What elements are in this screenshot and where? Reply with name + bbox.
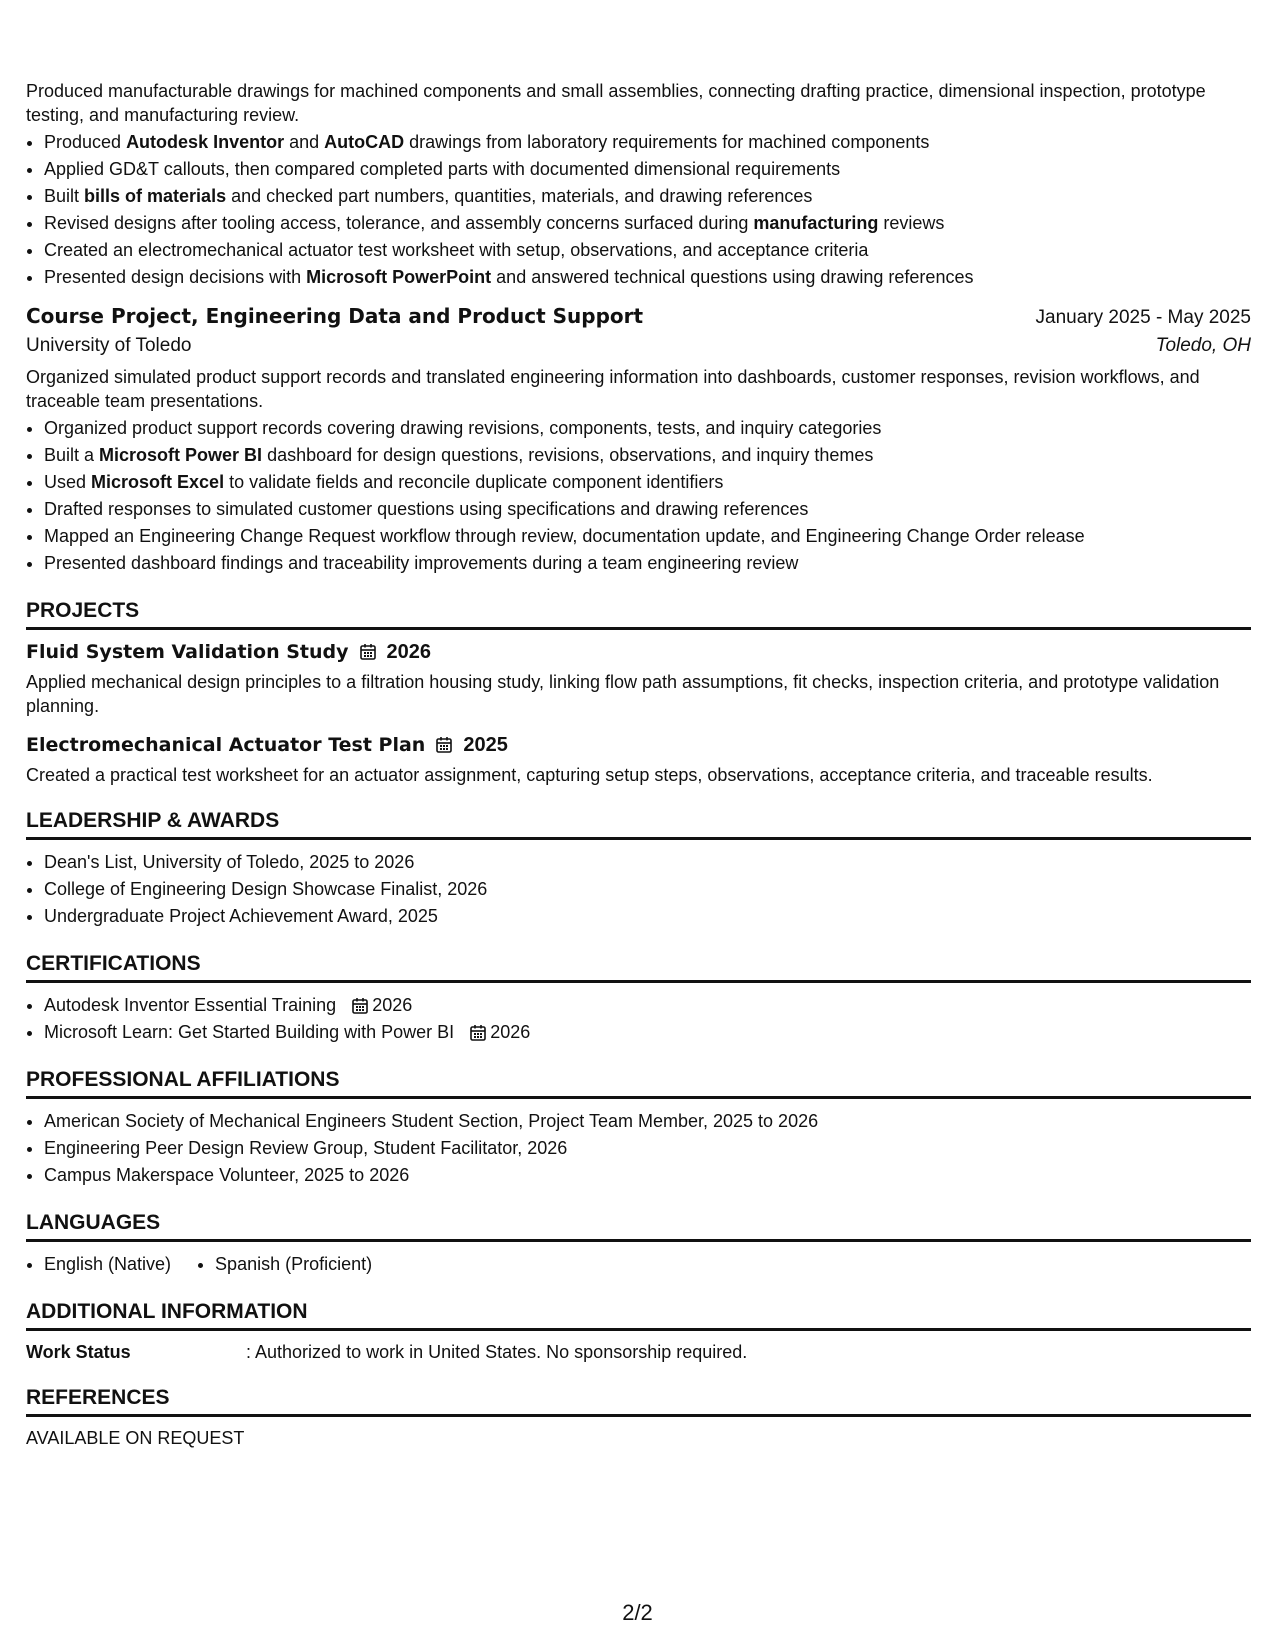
bullet-bold: Microsoft Power BI [99,444,263,465]
certifications-list [26,992,1251,1046]
section-heading-leadership: LEADERSHIP & AWARDS [26,807,1251,840]
list-item [44,210,1251,237]
references-text: AVAILABLE ON REQUEST [26,1428,245,1449]
calendar-icon [359,640,377,665]
project-description: Applied mechanical design principles to a filtration housing study, linking flow path assumptions, fit checks, inspection criteria, and prototype validation planning. [26,671,1220,716]
list-item [44,523,1251,550]
course-project-entry [26,303,1251,577]
bullet-text: Drafted responses to simulated customer questions using specifications and drawing references [44,498,809,519]
bullet-text: dashboard for design questions, revisions, observations, and inquiry themes [262,444,874,465]
list-item: • Dean's List, University of Toledo, 2025 to 2026 [44,849,1251,876]
bullet-text: Built a [44,444,100,465]
section-heading-additional: ADDITIONAL INFORMATION [26,1298,1251,1331]
experience-intro: Produced manufacturable drawings for machined components and small assemblies, connecting drafting practice, dimensional inspection, prototype testing, and manufacturing review. [26,81,1206,125]
calendar-icon [469,1019,487,1046]
bullet-text: and answered technical questions using drawing references [491,267,974,287]
bullet-text: Built [44,186,85,206]
entry-intro: Organized simulated product support records and translated engineering information into dashboards, customer responses, revision workflows, and traceable team presentations. [26,366,1200,411]
languages-list [26,1251,1251,1278]
entry-title: Course Project, Engineering Data and Product Support [26,304,644,328]
page-number: 2/2 [622,1600,653,1625]
project-item [26,639,1251,718]
calendar-icon [435,733,453,758]
list-item [44,550,1251,577]
list-item [44,415,1251,442]
list-item [44,264,1251,291]
list-item: • Spanish (Proficient) [215,1251,372,1278]
bullet-bold: bills of materials [84,186,227,206]
leadership-list [26,849,1251,930]
bullet-bold: Autodesk Inventor [126,132,285,152]
work-status-row [26,1340,1251,1364]
list-item: • Undergraduate Project Achievement Award, 2025 [44,903,1251,930]
list-item: • English (Native) [44,1251,171,1278]
bullet-text: and [284,132,325,152]
certification-date [469,1019,530,1046]
experience-continued [26,79,1251,291]
certification-name: Autodesk Inventor Essential Training [44,994,337,1015]
list-item [44,156,1251,183]
project-header [26,639,1251,666]
certification-date [351,992,412,1019]
list-item: • American Society of Mechanical Engineers Student Section, Project Team Member, 2025 to 2026 [44,1108,1251,1135]
bullet-bold: manufacturing [753,213,879,233]
entry-subheader [26,333,1251,358]
section-heading-references: REFERENCES [26,1384,1251,1417]
entry-bullets [26,415,1251,577]
section-heading-certifications: CERTIFICATIONS [26,950,1251,983]
experience-bullets [26,129,1251,291]
section-heading-projects: PROJECTS [26,597,1251,630]
bullet-text: Presented design decisions with [44,267,307,287]
work-status-label: Work Status [26,1342,131,1363]
certification-name: Microsoft Learn: Get Started Building with Power BI [44,1021,455,1042]
certification-year: 2026 [490,1021,531,1042]
bullet-bold: Microsoft Excel [91,471,225,492]
project-header [26,732,1251,759]
list-item [44,183,1251,210]
section-heading-languages: LANGUAGES [26,1209,1251,1242]
bullet-text: Created an electromechanical actuator test worksheet with setup, observations, and acceptance criteria [44,240,869,260]
affiliations-list [26,1108,1251,1189]
bullet-text: reviews [878,213,945,233]
entry-organization: University of Toledo [26,335,192,357]
list-item [44,496,1251,523]
list-item [44,1019,1251,1046]
bullet-text: Produced [44,132,127,152]
list-item [44,469,1251,496]
bullet-text: and checked part numbers, quantities, materials, and drawing references [226,186,813,206]
entry-header [26,303,1251,330]
bullet-text: Used [44,471,92,492]
list-item: • Campus Makerspace Volunteer, 2025 to 2026 [44,1162,1251,1189]
list-item [44,442,1251,469]
list-item [44,992,1251,1019]
bullet-text: drawings from laboratory requirements for machined components [404,132,930,152]
project-description: Created a practical test worksheet for an actuator assignment, capturing setup steps, observations, acceptance criteria, and traceable results. [26,764,1153,785]
bullet-text: Presented dashboard findings and traceability improvements during a team engineering review [44,552,799,573]
section-heading-affiliations: PROFESSIONAL AFFILIATIONS [26,1066,1251,1099]
project-title: Electromechanical Actuator Test Plan [26,733,426,756]
bullet-bold: AutoCAD [324,132,405,152]
certification-year: 2026 [372,994,413,1015]
calendar-icon [351,992,369,1019]
bullet-text: to validate fields and reconcile duplicate component identifiers [224,471,724,492]
entry-dates: January 2025 - May 2025 [1035,307,1251,328]
bullet-bold: Microsoft PowerPoint [306,267,492,287]
list-item [44,129,1251,156]
project-title: Fluid System Validation Study [26,640,349,663]
bullet-text: Organized product support records covering drawing revisions, components, tests, and inquiry categories [44,417,882,438]
resume-content [26,79,1251,1451]
project-year: 2025 [463,733,508,756]
project-year: 2026 [386,641,432,664]
bullet-text: Mapped an Engineering Change Request workflow through review, documentation update, and Engineering Change Order release [44,525,1085,546]
list-item: • Engineering Peer Design Review Group, Student Facilitator, 2026 [44,1135,1251,1162]
list-item: • College of Engineering Design Showcase Finalist, 2026 [44,876,1251,903]
entry-location: Toledo, OH [1155,335,1251,357]
bullet-text: Revised designs after tooling access, tolerance, and assembly concerns surfaced during [44,213,754,233]
bullet-text: Applied GD&T callouts, then compared completed parts with documented dimensional requirements [44,159,841,179]
list-item [44,237,1251,264]
project-item [26,732,1251,787]
work-status-value: : Authorized to work in United States. No sponsorship required. [246,1342,748,1363]
